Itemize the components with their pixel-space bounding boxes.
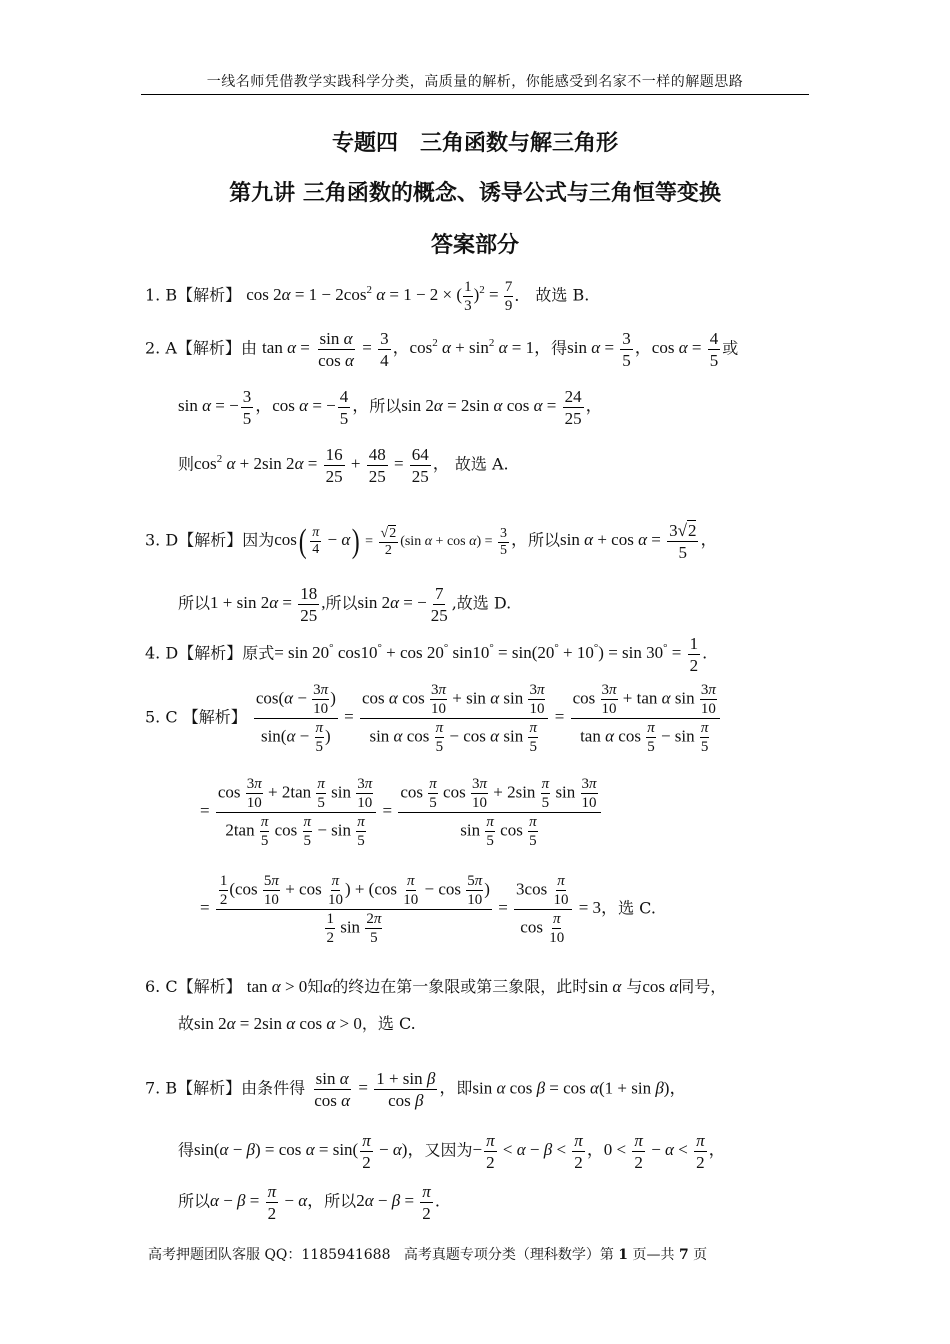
math-expression: cos( $\frac{\pi}{4}$ − α) = $\frac{√2}{2}$ (sin α + cos α) = $\frac{3}{5}$ ， (274, 522, 529, 560)
footer-page-middle: 页—共 (632, 1247, 675, 1263)
analysis-label: 【解析】 (176, 338, 241, 358)
math-expression: $\cos 2\alpha = 1 - 2\cos^2$ α = 1 − 2 × ( $\frac{1}{3}$ )$^2$ = $\frac{7}{9}$ (246, 279, 513, 314)
answer-number: 2. (145, 338, 161, 358)
analysis-label: 【解析】 (178, 643, 243, 663)
answer-2-line-2: sin α = − $\frac{3}{5}$ ，cos α = − $\frac{4}{5}$ ，所以sin 2α = 2sin α cos α = $\frac{24}{25}$ ， (178, 387, 603, 428)
answer-number: 4. (145, 643, 161, 663)
answer-6-text-a: 的终边在第一象限或第三象限，此时 (332, 977, 589, 996)
topic-title: 专题四 三角函数与解三角形 (331, 131, 618, 156)
answer-2: 2. A【解析】由 tan α = $\frac{\text{sin α}}{\text{cos α}}$ = $\frac{3}{4}$ ，$\cos^2 \alpha + \sin^2 \alpha = 1$，得sin α = $\frac{3}{5}$ ，cos α = $\frac{4}{5}$ 或 (145, 329, 739, 370)
answer-number: 5. (145, 707, 161, 727)
original-label: 原式 (242, 643, 275, 663)
math-expression: cos(α − $\frac{3\pi}{10}$ ) sin(α − $\frac{\pi}{5}$ ) = cos α cos $\frac{3\pi}{10}$ + sin α sin $\frac{3\pi}{10}$ sin α cos $\frac{\pi}{5}$ − cos α sin $\frac{\pi}{5}$ = cos $\frac{3\pi}{10}$ + tan α sin $\frac{3\pi}{10}$ tan α cos $\frac{\pi}{5}$ − sin $\frac{\pi}{5}$ (252, 707, 722, 726)
section-title: 答案部分 (430, 233, 519, 258)
answer-3-line-2: 所以1 + sin 2α = $\frac{18}{25}$ ,所以sin 2α = − $\frac{7}{25}$ ,故选 D. (178, 584, 512, 625)
answer-number: 7. (145, 1078, 161, 1098)
answer-6: 6. C【解析】 tan α > 0知α的终边在第一象限或第三象限，此时sin α 与cos α同号， (145, 977, 727, 996)
math-expression: $\frac{\text{sin α}}{\text{cos α}}$ = $\frac{\text{1 + sin β}}{\text{cos β}}$ ， (314, 1069, 457, 1110)
or-label: 或 (722, 338, 739, 358)
conclusion: 故选 A. (454, 454, 509, 474)
answer-number: 6. (145, 977, 161, 996)
analysis-label: 【解析】 (177, 1078, 242, 1098)
know-label: 知 (307, 977, 324, 996)
answer-1: 1. B【解析】 $\cos 2\alpha = 1 - 2\cos^2$ α = 1 − 2 × ( $\frac{1}{3}$ )$^2$ = $\frac{7}{9}$ ． 故选 B. (145, 279, 590, 314)
therefore-label: 所以 (178, 593, 211, 613)
math-expression: = sin 20° cos10° + cos 20° sin10° = sin(20° + 10°) = sin 30° = $\frac{1}{2}$ (274, 634, 699, 675)
answer-choice: A (165, 338, 177, 358)
answer-2-line-3 (178, 444, 509, 487)
answer-number: 3. (145, 530, 161, 550)
answer-choice: C (165, 977, 178, 996)
analysis-label: 【解析】 (177, 285, 242, 305)
obtain-label: 得 (551, 338, 568, 358)
footer-page-prefix: 第 (599, 1247, 614, 1263)
because-label: 因为 (242, 530, 275, 550)
answer-number: 1. (145, 285, 161, 305)
analysis-label: 【解析】 (182, 707, 247, 727)
answer-7-line-3: 所以α − β = $\frac{\pi}{2}$ − α，所以2α − β = $\frac{\pi}{2}$ . (178, 1182, 440, 1223)
therefore-label: 所以 (324, 1191, 357, 1211)
answer-3: 3. D【解析】因为cos( $\frac{\pi}{4}$ − α) = $\frac{√2}{2}$ (sin α + cos α) = $\frac{3}{5}$ ，所以sin α + cos α = $\frac{3√2}{5}$ ， (145, 521, 718, 562)
answer-choice: B (165, 285, 178, 305)
math-expression: sin(α − β) = cos α = sin( $\frac{\pi}{2}$ − α)， (194, 1131, 425, 1172)
answer-5 (145, 681, 722, 756)
conclusion: . (702, 643, 708, 663)
footer-page-total: 7 (678, 1247, 689, 1263)
answer-choice: C (165, 707, 178, 727)
answer-5-line-3 (200, 872, 656, 947)
footer-page-current: 1 (618, 1247, 629, 1263)
therefore-label: 所以 (528, 530, 561, 550)
conclusion: . (434, 1191, 440, 1211)
answer-6-text-c: 同号， (678, 977, 727, 996)
math-expression: = $\frac{1}{2}$ (cos $\frac{5\pi}{10}$ + cos $\frac{\pi}{10}$ ) + (cos $\frac{\pi}{10}$ − cos $\frac{5\pi}{10}$ ) $\frac{1}{2}$ sin $\frac{2\pi}{5}$ = 3cos $\frac{\pi}{10}$ cos $\frac{\pi}{10}$ = 3， (200, 873, 619, 946)
answer-7: 7. B【解析】由条件得 $\frac{\text{sin α}}{\text{cos α}}$ = $\frac{\text{1 + sin β}}{\text{cos β}}$ ，即sin α cos β = cos α(1 + sin β)， (145, 1069, 687, 1110)
conclusion: ,故选 D. (451, 593, 512, 613)
footer-service: 高考押题团队客服 QQ：1185941688 (148, 1247, 391, 1263)
math-expression: tan α > 0 (246, 977, 308, 996)
lecture-title: 第九讲 三角函数的概念、诱导公式与三角恒等变换 (229, 181, 721, 206)
analysis-label: 【解析】 (177, 977, 242, 996)
therefore-label: 所以 (178, 1191, 211, 1211)
math-expression: tan α = $\frac{\text{sin α}}{\text{cos α}}$ = $\frac{3}{4}$ ，$\cos^2 \alpha + \sin^2 \alpha = 1$， (262, 329, 552, 370)
math-expression: sin α = − $\frac{3}{5}$ ，cos α = − $\frac{4}{5}$ ， (178, 387, 370, 428)
answer-6-text-d: 故 (178, 1014, 195, 1033)
answer-6-line-2 (178, 1013, 416, 1035)
also-because-label: 又因为 (424, 1140, 473, 1160)
answer-5-line-2 (200, 775, 603, 850)
then-label: 则 (178, 454, 195, 474)
answer-4 (145, 633, 707, 676)
math-expression: α − β = $\frac{\pi}{2}$ − α， (210, 1182, 325, 1223)
answer-6-text-b: 与 (626, 977, 643, 996)
conclusion: 故选 B. (535, 285, 590, 305)
that-is-label: 即 (456, 1078, 473, 1098)
math-expression: = cos $\frac{3\pi}{10}$ + 2tan $\frac{\pi}{5}$ sin $\frac{3\pi}{10}$ 2tan $\frac{\pi}{5}$ cos $\frac{\pi}{5}$ − sin $\frac{\pi}{5}$ = cos $\frac{\pi}{5}$ cos $\frac{3\pi}{10}$ + 2sin $\frac{\pi}{5}$ sin $\frac{3\pi}{10}$ sin $\frac{\pi}{5}$ cos $\frac{\pi}{5}$ (200, 801, 603, 820)
math-expression: 1 + sin 2α = $\frac{18}{25}$ , (210, 584, 326, 625)
conclusion: ，选 C. (361, 1014, 416, 1033)
obtain-label: 得 (178, 1140, 195, 1160)
math-expression: $\cos^2 \alpha + 2\sin$ 2α = $\frac{16}{25}$ + $\frac{48}{25}$ = $\frac{64}{25}$ ， (194, 445, 450, 486)
answer-choice: D (165, 643, 179, 663)
header-slogan: 一线名师凭借教学实践科学分类，高质量的解析，你能感受到名家不一样的解题思路 (206, 74, 744, 90)
given-label: 由条件得 (241, 1078, 306, 1098)
answer-choice: D (165, 530, 179, 550)
therefore-label: 所以 (325, 593, 358, 613)
answer-choice: B (165, 1078, 178, 1098)
header-rule (141, 94, 809, 95)
footer (148, 1244, 707, 1264)
answer-7-line-2: 得sin(α − β) = cos α = sin( $\frac{\pi}{2}$ − α)，又因为− $\frac{\pi}{2}$ < α − β < $\frac{\pi}{2}$ ，0 < $\frac{\pi}{2}$ − α < $\frac{\pi}{2}$ ， (178, 1131, 726, 1172)
therefore-label: 所以 (369, 396, 402, 416)
footer-page-suffix: 页 (693, 1247, 708, 1263)
analysis-label: 【解析】 (178, 530, 243, 550)
from-label: 由 (240, 338, 257, 358)
conclusion: 选 C. (618, 898, 656, 918)
math-expression: sin 2α = 2sin α cos α > 0 (194, 1014, 362, 1033)
footer-series: 高考真题专项分类（理科数学） (403, 1247, 600, 1263)
